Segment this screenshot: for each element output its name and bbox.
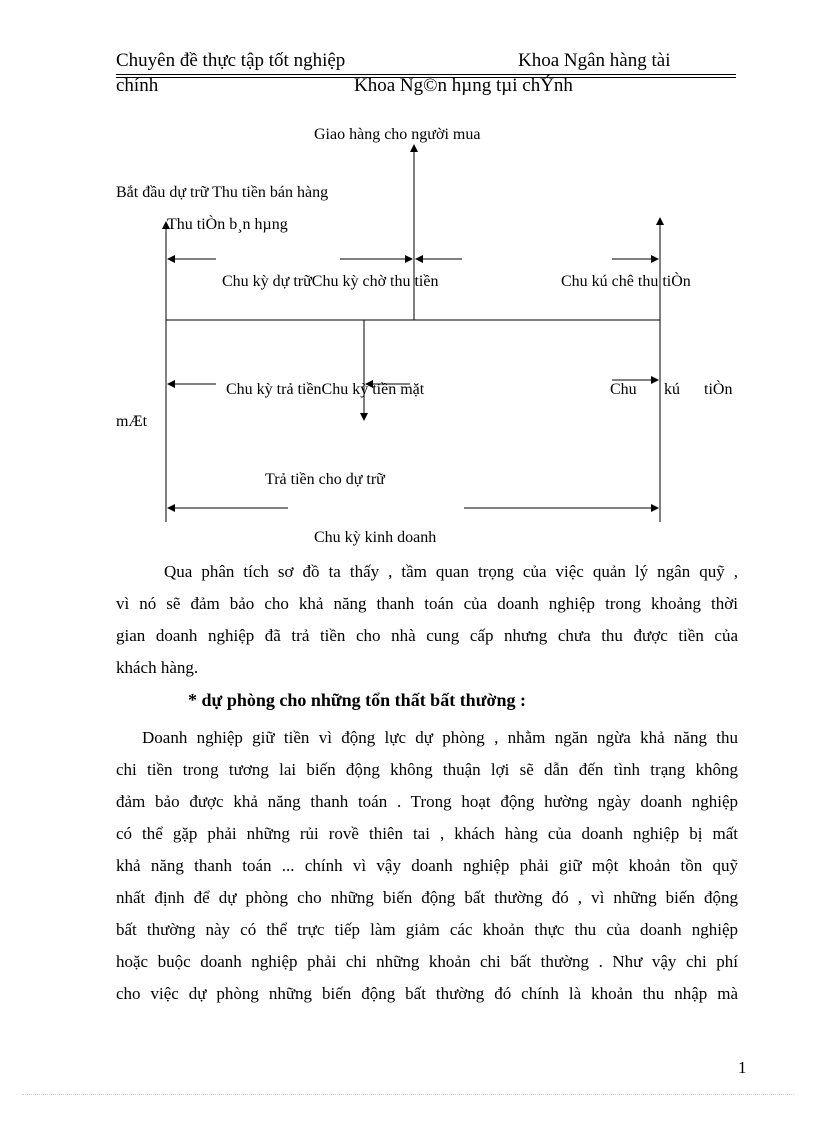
paragraph-line: hoặc buộc doanh nghiệp phải chi những khoản chi bất thường . Như vậy chi phí [116, 952, 738, 971]
paragraph-line: gian doanh nghiệp đã trả tiền cho nhà cung cấp nhưng chưa thu được tiền của [116, 626, 738, 645]
paragraph-line: chi tiền trong tương lai biến động không thuận lợi sẽ dẫn đến tình trạng không [116, 760, 738, 779]
label-delivery: Giao hàng cho người mua [314, 126, 481, 143]
paragraph-line: đảm bảo được khả năng thanh toán . Trong hoạt động hường ngày doanh nghiệp [116, 792, 738, 811]
label-start: Bắt đầu dự trữ Thu tiền bán hàng [116, 184, 329, 201]
label-pay-inventory: Trả tiền cho dự trữ [265, 471, 385, 488]
label-cash-cycle-w3: tiÒn [704, 381, 733, 398]
section-heading: * dự phòng cho những tổn thất bất thường : [188, 690, 526, 710]
paragraph-line: khả năng thanh toán ... chính vì vậy doanh nghiệp phải giữ một khoản tồn quỹ [116, 856, 738, 875]
header-garbled: Khoa Ng©n hµng tµi chÝnh [354, 75, 573, 96]
page-number: 1 [738, 1058, 747, 1077]
label-business-cycle: Chu kỳ kinh doanh [314, 529, 437, 546]
paragraph-line: khách hàng. [116, 658, 199, 677]
paragraph-line: Qua phân tích sơ đồ ta thấy , tầm quan trọng của việc quản lý ngân quỹ , [164, 562, 738, 581]
label-inventory-cycle: Chu kỳ dự trữChu kỳ chờ thu tiền [222, 273, 439, 290]
label-cash-cycle-w4: mÆt [116, 413, 148, 430]
paragraph-line: có thể gặp phải những rủi rovề thiên tai , khách hàng của doanh nghiệp bị mất [116, 824, 738, 843]
label-cash-cycle-w2: kú [664, 381, 680, 398]
header-wrap: chính [116, 75, 159, 96]
header-right: Khoa Ngân hàng tài [518, 50, 671, 71]
paragraph-line: cho việc dự phòng những biến động bất thường đó chính là khoản thu nhập mà [116, 984, 738, 1003]
label-cash-cycle-w1: Chu [610, 381, 637, 398]
page-edge-dotted [22, 1094, 794, 1095]
paragraph-line: Doanh nghiệp giữ tiền vì động lực dự phòng , nhằm ngăn ngừa khả năng thu [142, 728, 738, 747]
paragraph-line: nhất định để dự phòng cho những biến động bất thường đó , vì những biến động [116, 888, 738, 907]
label-payment-cycle: Chu kỳ trả tiềnChu kỳ tiền mặt [226, 381, 425, 398]
label-collect-cycle-garbled: Chu kú chê thu tiÒn [561, 273, 691, 290]
header-left: Chuyên đề thực tập tốt nghiệp [116, 50, 346, 71]
paragraph-line: bất thường này có thể trực tiếp làm giảm các khoản thực thu của doanh nghiệp [116, 920, 738, 939]
paragraph-precaution [116, 722, 738, 1010]
label-collect-garbled: Thu tiÒn b¸n hµng [167, 216, 288, 233]
paragraph-analysis [116, 556, 738, 684]
paragraph-line: vì nó sẽ đảm bảo cho khả năng thanh toán của doanh nghiệp trong khoảng thời [116, 594, 738, 613]
